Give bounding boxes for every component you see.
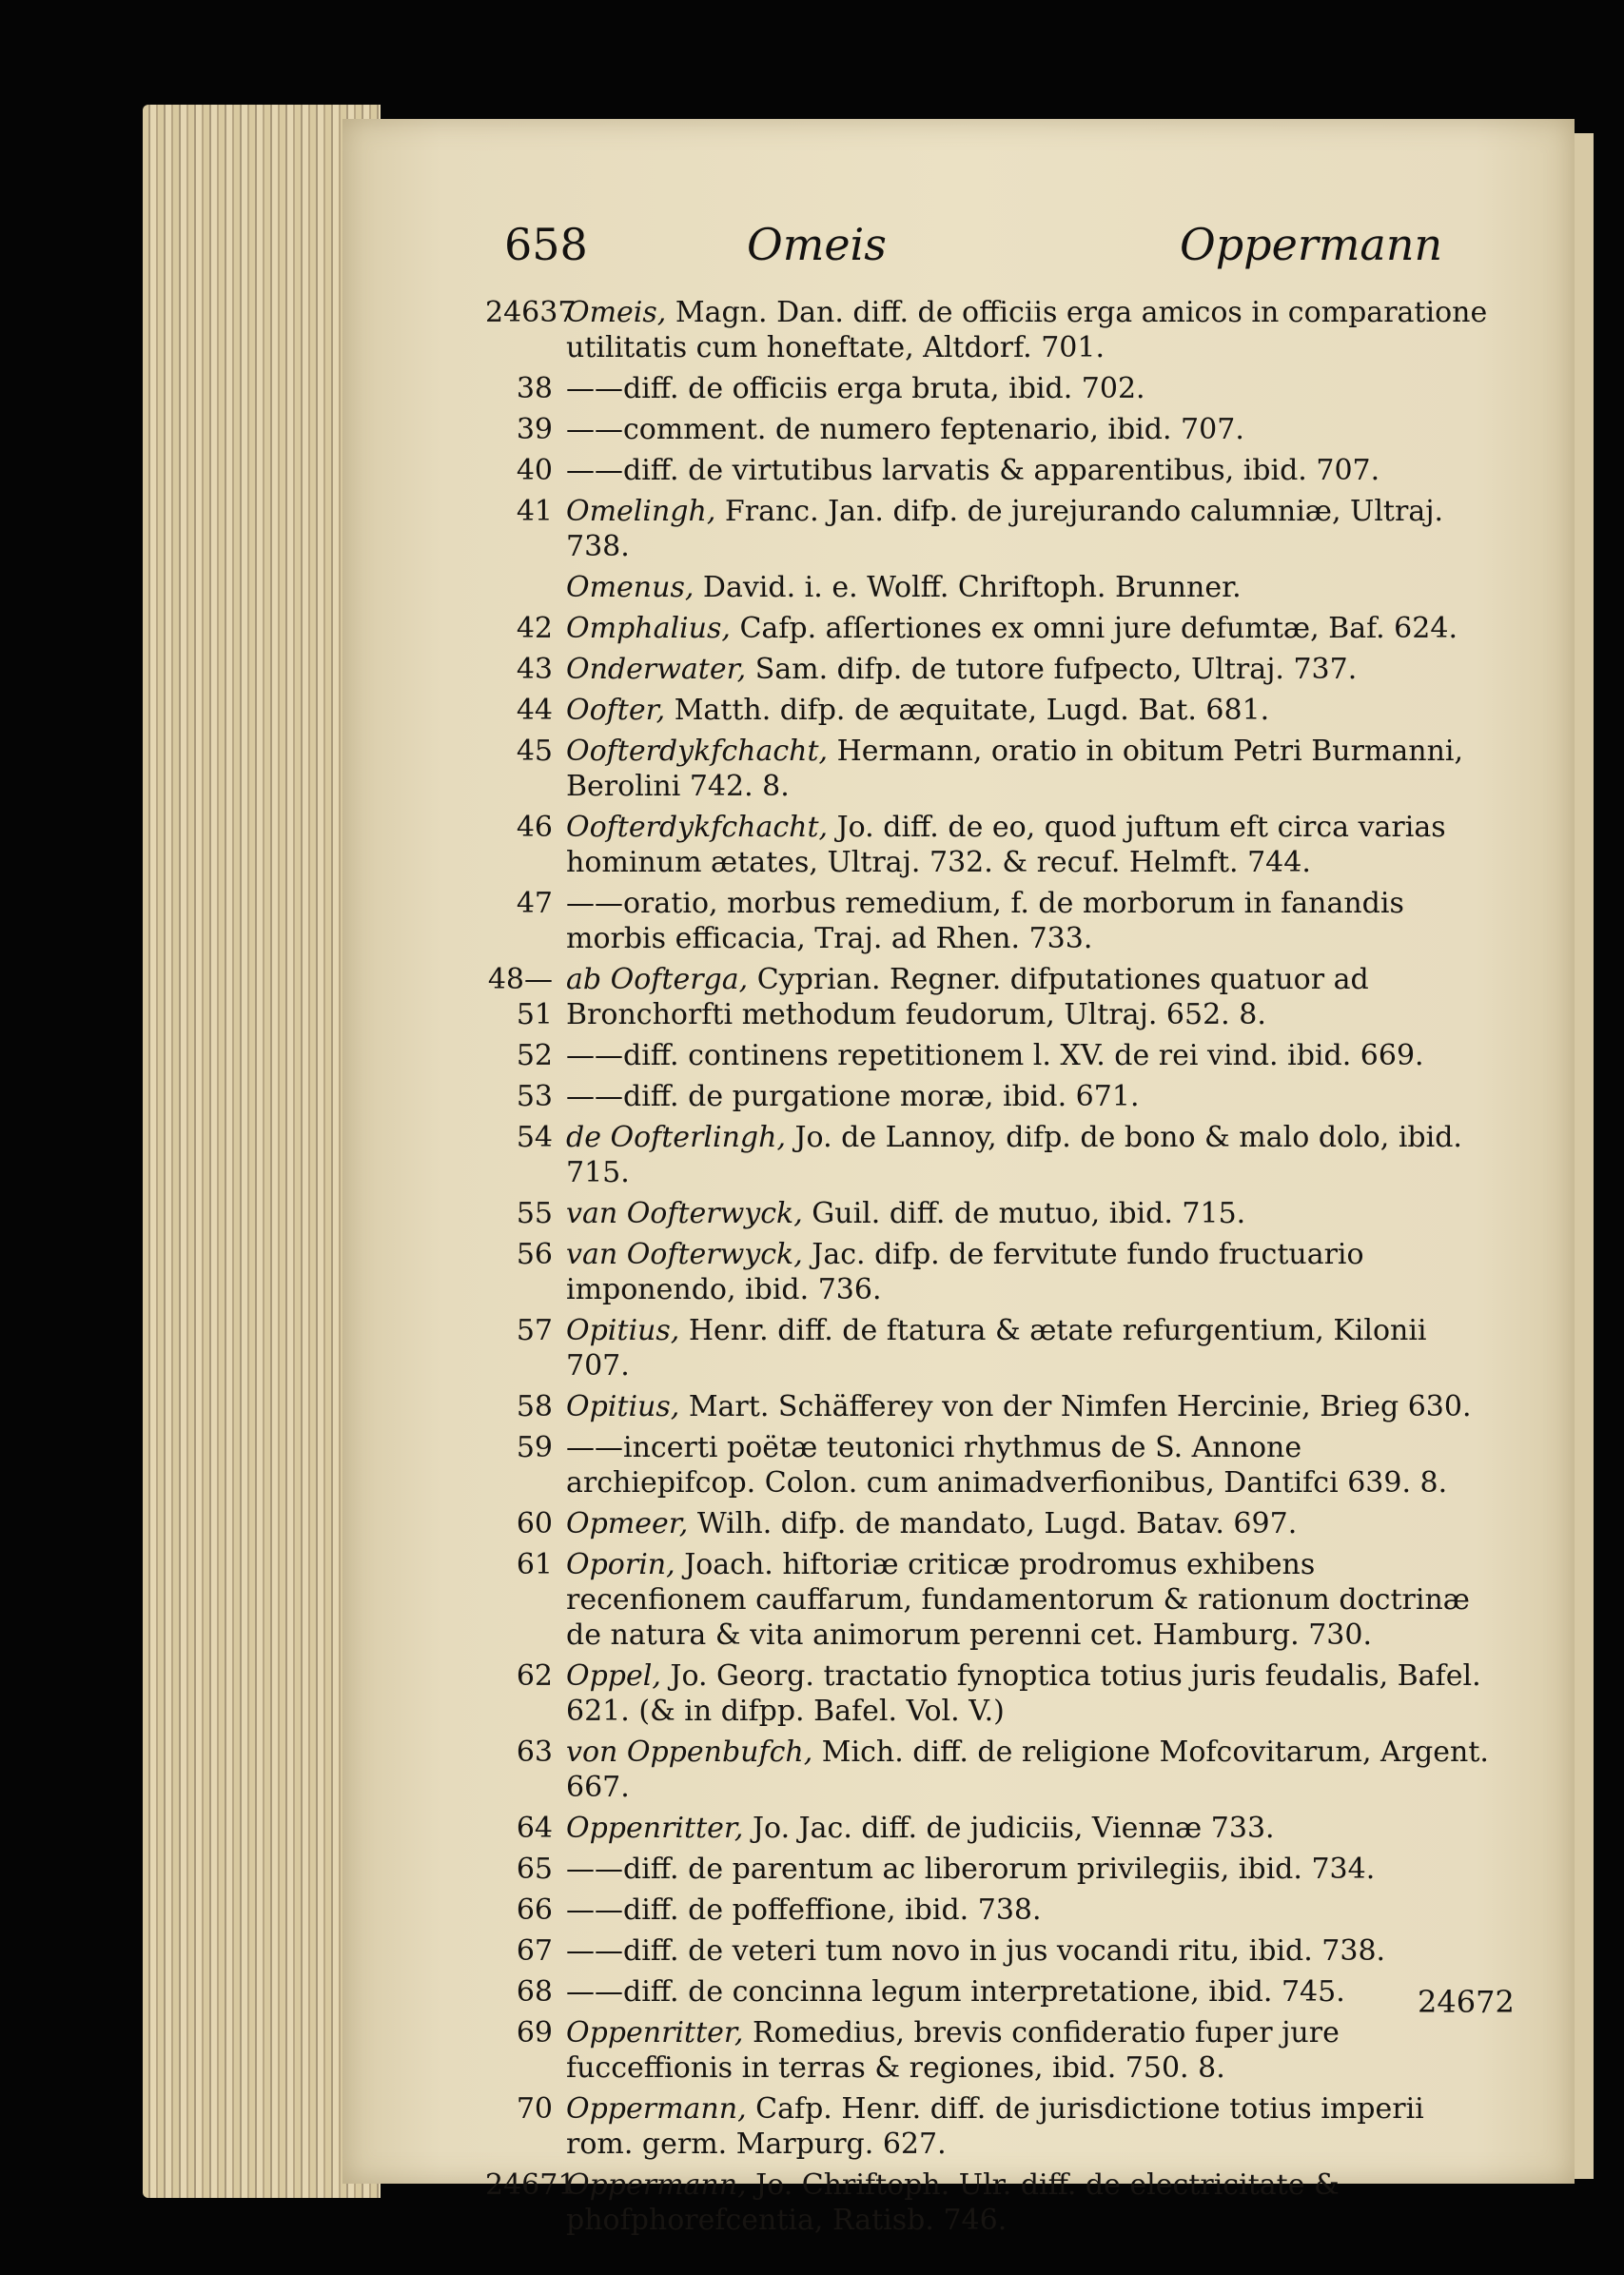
entry-text	[566, 1933, 1498, 1969]
list-item	[485, 1893, 1498, 1928]
entry-body: Joach. hiftoriæ criticæ prodromus exhibens recenfionem cauffarum, fundamentorum & rationum doctrinæ de natura & vita animorum perenni cet. Hamburg. 730.	[566, 1548, 1479, 1652]
entry-body: David. i. e. Wolff. Chriftoph. Brunner.	[694, 571, 1242, 604]
entry-number: 44	[516, 694, 553, 727]
entry-author: Onderwater,	[566, 653, 747, 686]
list-item	[485, 693, 1498, 728]
entry-text	[566, 1389, 1498, 1424]
list-item	[485, 1430, 1498, 1500]
entry-number: 39	[516, 413, 553, 446]
entry-body: Mich. diff. de religione Mofcovitarum, Argent. 667.	[566, 1736, 1498, 1804]
entry-body: Magn. Dan. diff. de officiis erga amicos in comparatione utilitatis cum honeftate, Altdorf. 701.	[566, 296, 1497, 364]
entry-text	[566, 1506, 1498, 1541]
entry-body: Jac. difp. de fervitute fundo fructuario imponendo, ibid. 736.	[566, 1238, 1374, 1306]
entry-body: ——diff. de veteri tum novo in jus vocandi ritu, ibid. 738.	[566, 1934, 1386, 1968]
entry-body: Franc. Jan. difp. de jurejurando calumniæ, Ultraj. 738.	[566, 495, 1453, 563]
entry-text	[566, 1237, 1498, 1307]
entry-author: Opmeer,	[566, 1507, 689, 1540]
entry-number: 55	[516, 1197, 553, 1230]
list-item	[485, 1974, 1498, 2010]
list-item	[485, 1237, 1498, 1307]
running-head-left: Omeis	[747, 219, 887, 270]
entry-body: ——diff. de parentum ac liberorum privilegiis, ibid. 734.	[566, 1853, 1376, 1886]
entry-author: ab Oofterga,	[566, 963, 749, 996]
entry-text	[566, 1974, 1498, 2010]
entry-text	[566, 1811, 1498, 1846]
list-item	[485, 1658, 1498, 1729]
entry-body: Matth. difp. de æquitate, Lugd. Bat. 681.	[665, 694, 1270, 727]
list-item	[485, 494, 1498, 564]
entry-body: Hermann, oratio in obitum Petri Burmanni, Berolini 742. 8.	[566, 735, 1473, 803]
entry-number: 67	[516, 1934, 553, 1968]
entry-body: Cafp. afſertiones ex omni jure defumtæ, Baf. 624.	[730, 612, 1458, 645]
entry-body: ——incerti poëtæ teutonici rhythmus de S. Annone archiepifcop. Colon. cum animadverfionibus, Dantifci 639. 8.	[566, 1431, 1448, 1500]
entry-number: 66	[516, 1893, 553, 1927]
entry-number: 47	[516, 887, 553, 920]
entry-text	[566, 295, 1498, 365]
entry-text	[566, 570, 1498, 605]
entry-text	[566, 1196, 1498, 1231]
entry-text	[566, 1852, 1498, 1887]
entry-text	[566, 2091, 1498, 2162]
entry-number: 24671	[485, 2168, 577, 2202]
list-item	[485, 652, 1498, 687]
entry-author: Oppermann,	[566, 2092, 747, 2126]
entry-text	[566, 962, 1498, 1032]
entry-number: 61	[516, 1548, 553, 1581]
list-item	[485, 1852, 1498, 1887]
entry-author: Omeis,	[566, 296, 667, 329]
entry-text	[566, 453, 1498, 488]
list-item	[485, 1038, 1498, 1073]
entry-text	[566, 1079, 1498, 1114]
entry-body: ——diff. continens repetitionem l. XV. de rei vind. ibid. 669.	[566, 1039, 1424, 1072]
entry-body: ——diff. de purgatione moræ, ibid. 671.	[566, 1080, 1140, 1113]
entry-number: 41	[516, 495, 553, 528]
entry-author: Opitius,	[566, 1390, 680, 1423]
entry-body: ——diff. de concinna legum interpretatione, ibid. 745.	[566, 1975, 1345, 2009]
entry-body: Romedius, brevis confideratio fuper jure fucceffionis in terras & regiones, ibid. 750. 8.	[566, 2016, 1349, 2085]
entry-body: ——comment. de numero feptenario, ibid. 707.	[566, 413, 1244, 446]
entry-text	[566, 652, 1498, 687]
entry-body: Sam. difp. de tutore fufpecto, Ultraj. 737.	[746, 653, 1358, 686]
list-item	[485, 611, 1498, 646]
entry-text	[566, 886, 1498, 956]
entry-list	[485, 295, 1498, 2244]
list-item	[485, 1735, 1498, 1805]
entry-body: ——diff. de poffeffione, ibid. 738.	[566, 1893, 1042, 1927]
entry-text	[566, 1313, 1498, 1383]
entry-number: 63	[516, 1736, 553, 1769]
entry-author: Omphalius,	[566, 612, 731, 645]
entry-body: Mart. Schäfferey von der Nimfen Hercinie, Brieg 630.	[679, 1390, 1472, 1423]
list-item	[485, 1389, 1498, 1424]
entry-author: Opitius,	[566, 1314, 680, 1347]
entry-number: 70	[516, 2092, 553, 2126]
entry-author: Oofterdykfchacht,	[566, 811, 829, 844]
list-item	[485, 570, 1498, 605]
list-item	[485, 2091, 1498, 2162]
entry-number: 60	[516, 1507, 553, 1540]
entry-author: Oofter,	[566, 694, 666, 727]
entry-number: 68	[516, 1975, 553, 2009]
entry-author: van Oofterwyck,	[566, 1238, 803, 1271]
list-item	[485, 2167, 1498, 2238]
entry-author: Oppenritter,	[566, 1812, 744, 1845]
list-item	[485, 886, 1498, 956]
running-head-right: Oppermann	[1180, 219, 1443, 270]
entry-number: 38	[516, 372, 553, 405]
entry-text	[566, 371, 1498, 406]
entry-number: 40	[516, 454, 553, 487]
entry-number: 56	[516, 1238, 553, 1271]
list-item	[485, 1933, 1498, 1969]
entry-text	[566, 693, 1498, 728]
list-item	[485, 962, 1498, 1032]
entry-number: 57	[516, 1314, 553, 1347]
entry-text	[566, 2167, 1498, 2238]
entry-body: Jo. diff. de eo, quod juftum eft circa varias hominum ætates, Ultraj. 732. & recuf. Helmft. 744.	[566, 811, 1456, 879]
entry-author: Oporin,	[566, 1548, 675, 1581]
entry-author: von Oppenbufch,	[566, 1736, 813, 1769]
list-item	[485, 734, 1498, 804]
entry-number: 42	[516, 612, 553, 645]
entry-author: van Oofterwyck,	[566, 1197, 803, 1230]
entry-text	[566, 810, 1498, 880]
entry-text	[566, 1658, 1498, 1729]
entry-author: Omenus,	[566, 571, 695, 604]
entry-body: Jo. Georg. tractatio fynoptica totius juris feudalis, Bafel. 621. (& in difpp. Bafel. Vol. V.)	[566, 1659, 1491, 1728]
entry-body: Cafp. Henr. diff. de jurisdictione totius imperii rom. germ. Marpurg. 627.	[566, 2092, 1434, 2161]
entry-author: de Oofterlingh,	[566, 1121, 786, 1154]
entry-number: 58	[516, 1390, 553, 1423]
entry-number: 65	[516, 1853, 553, 1886]
list-item	[485, 1547, 1498, 1653]
entry-number: 54	[516, 1121, 553, 1154]
list-item	[485, 1313, 1498, 1383]
entry-number: 48—51	[487, 963, 553, 1031]
list-item	[485, 1196, 1498, 1231]
list-item	[485, 810, 1498, 880]
entry-number: 62	[516, 1659, 553, 1693]
list-item	[485, 1506, 1498, 1541]
list-item	[485, 1811, 1498, 1846]
entry-number: 24637	[485, 296, 577, 329]
entry-text	[566, 611, 1498, 646]
list-item	[485, 1120, 1498, 1190]
entry-number: 43	[516, 653, 553, 686]
list-item	[485, 2015, 1498, 2086]
entry-body: ——oratio, morbus remedium, f. de morborum in fanandis morbis efficacia, Traj. ad Rhen. 733.	[566, 887, 1414, 955]
entry-author: Omelingh,	[566, 495, 716, 528]
entry-text	[566, 412, 1498, 447]
list-item	[485, 1079, 1498, 1114]
entry-text	[566, 1038, 1498, 1073]
entry-text	[566, 2015, 1498, 2086]
list-item	[485, 371, 1498, 406]
entry-body: ——diff. de virtutibus larvatis & apparentibus, ibid. 707.	[566, 454, 1380, 487]
entry-text	[566, 1893, 1498, 1928]
list-item	[485, 412, 1498, 447]
entry-text	[566, 1735, 1498, 1805]
entry-body: Jo. Jac. diff. de judiciis, Viennæ 733.	[743, 1812, 1275, 1845]
entry-number: 53	[516, 1080, 553, 1113]
entry-number: 69	[516, 2016, 553, 2049]
entry-number: 52	[516, 1039, 553, 1072]
entry-author: Oppel,	[566, 1659, 661, 1693]
catchword: 24672	[1418, 1984, 1515, 2020]
list-item	[485, 453, 1498, 488]
entry-text	[566, 1120, 1498, 1190]
entry-body: Jo. Chriftoph. Ulr. diff. de electricitate & phofphorefcentia, Ratisb. 746.	[566, 2168, 1349, 2237]
entry-text	[566, 1547, 1498, 1653]
entry-body: ——diff. de officiis erga bruta, ibid. 702.	[566, 372, 1145, 405]
entry-text	[566, 734, 1498, 804]
entry-body: Henr. diff. de ftatura & ætate refurgentium, Kilonii 707.	[566, 1314, 1437, 1383]
list-item	[485, 295, 1498, 365]
entry-author: Oppermann,	[566, 2168, 747, 2202]
entry-body: Cyprian. Regner. difputationes quatuor ad Bronchorfti methodum feudorum, Ultraj. 652. 8.	[566, 963, 1379, 1031]
entry-text	[566, 494, 1498, 564]
entry-text	[566, 1430, 1498, 1500]
book-page	[342, 119, 1575, 2237]
entry-number: 46	[516, 811, 553, 844]
entry-author: Oppenritter,	[566, 2016, 744, 2049]
entry-body: Guil. diff. de mutuo, ibid. 715.	[802, 1197, 1246, 1230]
entry-number: 45	[516, 735, 553, 768]
entry-body: Jo. de Lannoy, difp. de bono & malo dolo, ibid. 715.	[566, 1121, 1472, 1189]
entry-number: 64	[516, 1812, 553, 1845]
entry-body: Wilh. difp. de mandato, Lugd. Batav. 697.	[688, 1507, 1298, 1540]
entry-number: 59	[516, 1431, 553, 1464]
entry-author: Oofterdykfchacht,	[566, 735, 829, 768]
page-number: 658	[504, 219, 588, 270]
